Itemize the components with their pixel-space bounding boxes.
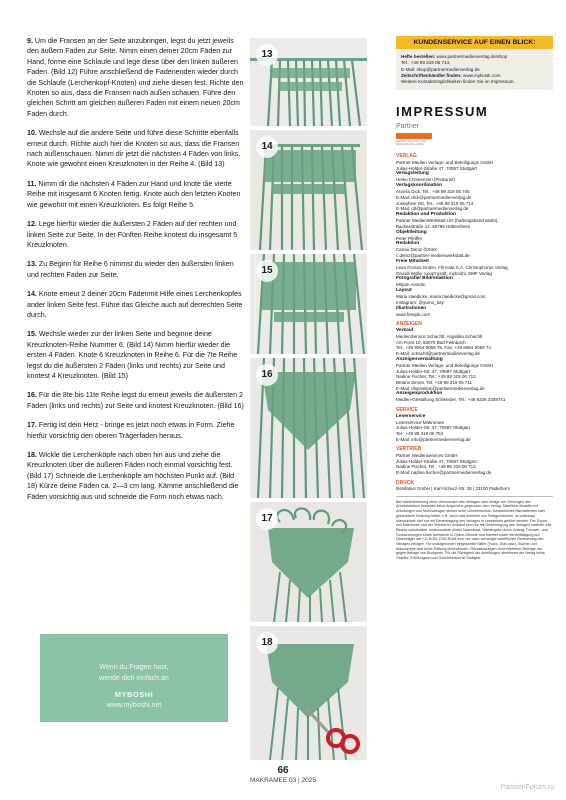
impressum-section-heading: DRUCK — [396, 479, 415, 486]
impressum-line[interactable]: E-Mail: info@partnermedienverlag.de — [396, 436, 471, 442]
impressum-line: Peter Pfeiffer — [396, 235, 423, 241]
impressum-section-heading: VERLAG — [396, 153, 417, 160]
impressum-line: Canau Deniz-Öztürk — [396, 247, 437, 253]
step-14: 14. Knote erneut 2 deiner 20cm Fädenmit Hilfe eines Lerchenkopfes ander linken Seite fest. Führe das Gleiche auch auf derrechten Seite durch. — [27, 290, 243, 319]
impressum-line[interactable]: E-Mail: schachtl@partnermedienverlag.de — [396, 351, 480, 356]
impressum-line: Nadine Fischer, Tel.: +49 89 319 06 713 — [396, 464, 476, 470]
impressum-line: Beatrix Simon, Tel. +49 89 319 06 711 — [396, 379, 473, 385]
impressum-line[interactable]: Instagram: @yumo_bay — [396, 299, 444, 305]
impressum-subheading: Anzeigenverwaltung — [396, 356, 443, 362]
contact-brand: MYBOSHI — [114, 690, 154, 699]
impressum-line: Julius-Hölder-Straße 47, 70597 Stuttgart — [396, 165, 477, 171]
impressum-line: Grundl Wolle, Loop'ncraft, myboshi, EMF Verlag — [396, 270, 492, 276]
impressum-line[interactable]: E-Mail: nadine.fischer@partnermedienverlag.de — [396, 469, 492, 475]
impressum-line: MedienService Schachtl, Angelika Schachtl — [396, 333, 483, 339]
impressum-section-heading: SERVICE — [396, 407, 418, 414]
step-11: 11. Nimm dir die nächsten 4 Fäden zur Hand und knote die vierte Reihe mit insgesamt 6 Knoten fertig. Knote auch den letzten Knoten wie gewohnt mit einen Kreuzknoten. Es folgt Reihe 5. — [27, 179, 241, 209]
impressum-line[interactable]: c.deniz@partner-medienwerkstatt.de — [396, 253, 470, 259]
kundenservice-line: Zeitschriftenhändler finden: www.mykiosk.com — [401, 72, 501, 78]
impressum-subheading: Verkauf — [396, 327, 414, 333]
impressum-line: Josephine Ott, Tel.: +49 89 319 06 714 — [396, 200, 474, 206]
instructions-column — [27, 36, 245, 511]
step-9: 9. Um die Fransen an der Seite anzubringen, legst du jetzt jeweils den äußern Faden zur Seite. Nimm einen deiner 20cm Fäden zur Hand, forme eine Schlaufe und lege diese über den linken äußeren Faden. (Bild 12) Führe anschließend die Fadenenden wieder durch die Schlaufe (Lerchenkopf-Knoten) und ziehe diesen fest. Richte den Knoten so aus, dass die Fransen nach außen schauen. Führe den gleichen Schritt am gleichen äußeren Faden mit einem neuen 20cm Faden durch. — [27, 37, 244, 118]
impressum-line: Partner Medienservices GmbH — [396, 452, 458, 458]
impressum-line[interactable]: E-Mail: ott@partnermedienverlag.de — [396, 206, 469, 212]
impressum-line[interactable]: E-Mail: disposition@partnermedienverlag.de — [396, 385, 485, 391]
impressum-line: Lexa Grosso GmbH, Fili Kata S.A. Christophorus Verlag, — [396, 264, 509, 270]
photo-number-badge: 18 — [256, 632, 278, 654]
photo-17 — [250, 502, 367, 622]
impressum-subheading: Redaktion — [396, 241, 420, 247]
impressum-line: Am Point 10, 83075 Bad Feilnbach — [396, 339, 466, 345]
impressum-line: Julius-Hölder-Straße 47, 70597 Stuttgart — [396, 458, 477, 464]
impressum-line: Backesstraße 12, 65795 Hattersheim — [396, 223, 471, 229]
page-number: 66 — [277, 765, 289, 776]
kundenservice-line: Hefte bestellen: www.partnermedienverlag.de/shop — [401, 54, 508, 59]
logo-subtext: MEDIEN VERLAGS- UND BETEILIGUNGS GMBH — [396, 140, 427, 147]
impressum-line: Mirjam Anselm — [396, 282, 426, 288]
step-12: 12. Lege hierfür wieder die äußersten 2 Fäden auf der rechten und linken Seite zur Seite. In der Fünften Reihe knotest du insgesamt 5 Kreuzknoten. — [27, 220, 238, 249]
impressum-line: Partner Medien Verlags- und Beteiligungs GmbH — [396, 159, 494, 165]
photo-18 — [250, 626, 367, 760]
impressum-line: Leserservice Makromee — [396, 419, 445, 425]
impressum-line[interactable]: E-Mail: dick@partnermedienverlag.de — [396, 194, 472, 200]
impressum-subheading: Redaktion und Produktion — [396, 212, 456, 217]
kundenservice-line: E-Mail: shop@partnermedienverlag.de — [401, 66, 480, 72]
impressum-subheading: Illustrationen — [396, 305, 427, 311]
impressum-subheading: Verlagsleitung — [396, 171, 429, 177]
photo-number-badge: 14 — [256, 136, 278, 158]
photo-number-badge: 16 — [256, 364, 278, 386]
step-18: 18. Wickle die Lerchenköpfe nach oben hin aus und ziehe die Kreuzknoten über die äußeren Fäden noch einmal vorsichtig fest. (Bild 17) Schneide die Lerchenköpfe am höchsten Punkt auf. (Bild 18) Kürze deine Fäden ca. 2—3 cm lang. Kämme anschließend die Fäden vorsichtig aus und schneide die Form noch etwas nach. — [27, 451, 239, 501]
impressum-subheading: Freie Mitarbeit — [396, 258, 429, 264]
impressum-line: Heiko Christensen (Prokurist) — [396, 177, 455, 183]
impressum-column — [396, 36, 553, 561]
step-15: 15. Wechsle wieder zur der linken Seite und beginne deine Kreuzknoten-Reihe Nummer 6. (Bild 14) Nimm hierfür wieder die ersten 4 Fäden. Knote 6 Kreuzknoten in Reihe 6. Für die 7te Reihe legst du die äußersten 2 Fäden (links und rechts) zur Seite und knotest 4 Kreuzknoten. (Bild 15) — [27, 330, 238, 380]
photo-14 — [250, 130, 367, 250]
step-10: 10. Wechsle auf die andere Seite und führe diese Schritte ebenfalls erneut durch. Richte auch hier die Knoten so aus, dass die Fransen nach außenschauen. Nimm dir jetzt die nächsten 4 Fäden von links. Knote wie gewohnt einen Kreuzknoten in der Reihe 4. (Bild 13) — [27, 129, 241, 169]
step-17: 17. Fertig ist dein Herz - bringe es jetzt noch etwas in Form. Ziehe hierfür vorsichtig den oberen Trägerfaden heraus. — [27, 421, 235, 440]
impressum-line: Julius-Hölder-Str. 47, 70597 Stuttgart — [396, 368, 471, 374]
watermark: PassionForum.ru — [500, 784, 554, 791]
photo-number-badge: 15 — [256, 260, 278, 282]
impressum-subheading: Fotografie/ Bildredaktion — [396, 276, 453, 282]
contact-box — [40, 634, 228, 722]
photo-number-badge: 13 — [256, 44, 278, 66]
impressum-section-heading: ANZEIGEN — [396, 321, 422, 328]
impressum-sections — [396, 153, 553, 491]
step-16: 16. Für die 8te bis 11te Reihe legst du erneut jeweils die äußersten 2 Fäden (links und rechts) zur Seite und knotest Kreuzknoten. (Bild 16) — [27, 391, 244, 410]
impressum-line: Medien-Gestaltung Schweizer, Tel.: +49 8226 3359741 — [396, 397, 506, 403]
photo-13 — [250, 38, 367, 126]
impressum-subheading: Objektleitung — [396, 229, 427, 235]
disclaimer: Bei Nichtbelieferung ohne Verschulden des Verlages oder infolge von Störungen des Arbeitsfriedens bestehen keine Ansprüche gegenüber dem Verlag. Sämtliche Modelle mit Anleitungen und Motivvorlagen stehen unter Urheberschutz. Gewerbliches Nacharbeiten oder gewerbliche Nutzung Dritter, z.B. durch das Anbieten von Fertigprodukten, ist untersagt. Manuskripte darf nur mit Genehmigung des Verlages in Lesezirkeln geführt werden. Der Export von Makramee und der Vertrieb im Ausland sind nur mit Genehmigung des Verlages statthaft. Alle Rechte vorbehalten. Insbesondere dürfen Nachdruck, Wiedergabe durch Vortrag, Fernseh- und Funksendungen sowie Aufnahme in Online-Dienste und Internet sowie Vervielfältigung auf Datenträger wie CD-ROM, DVD-ROM usw. nur nach vorheriger schriftlicher Zustimmung des Verlages erfolgen. Für unaufgefordert eingesandte Bilder (Fotos, Dias usw.), Bücher und Manuskripte wird keine Haftung übernommen. Rücksendungen nicht erbetener Beiträge nur gegen Beilage von Rückporto. Für die Richtigkeit der Anleitungen übernimmt der Verlag keine Gewähr. Erfüllungsort und Gerichtsstand ist Stuttgart. — [396, 499, 552, 561]
partner-logo — [396, 123, 432, 147]
impressum-title: IMPRESSUM — [396, 104, 489, 120]
kundenservice-box — [396, 36, 553, 90]
impressum-line: Bonifatius GmbH | Karl-Schurz-Str. 26 | 33100 Paderborn — [396, 486, 511, 492]
impressum-line[interactable]: www.freepik.com — [396, 311, 431, 317]
impressum-subheading: Layout — [396, 288, 412, 294]
impressum-line[interactable]: Maria Haedicke, maria.haedicke@gmail.com, — [396, 294, 487, 300]
impressum-line: Partner Medien Verlags- und Beteiligungs GmbH — [396, 362, 494, 368]
step-13: 13. Zu Beginn für Reihe 6 nimmst du wieder den äußersten linken und rechten Faden zur Seite. — [27, 260, 234, 279]
contact-url[interactable]: www.myboshi.net — [106, 702, 162, 709]
photo-16 — [250, 358, 367, 498]
impressum-subheading: Anzeigenproduktion — [396, 391, 443, 397]
impressum-line: Tel.: +49 89 319 06 754 — [396, 431, 444, 437]
photo-15 — [250, 254, 367, 354]
divider — [396, 496, 553, 497]
impressum-line: Aurelia Dick, Tel.: +49 89 319 06 706 — [396, 189, 470, 195]
contact-line-1: Wenn du Fragen hast, — [99, 664, 169, 671]
impressum-subheading: Verlagskoordination — [396, 183, 443, 189]
impressum-line: Julius-Hölder-Str. 47, 70597 Stuttgart — [396, 425, 471, 431]
logo-text: Partner — [396, 123, 419, 131]
kundenservice-title: KUNDENSERVICE AUF EINEN BLICK: — [396, 36, 553, 49]
impressum-subheading: Leserservice — [396, 413, 426, 419]
photo-number-badge: 17 — [256, 508, 278, 530]
impressum-line: Partner MedienWerkstatt UG (haftungsbeschränkt), — [396, 218, 499, 224]
kundenservice-line: Tel.: +49 89 319 06 714, — [401, 60, 451, 66]
magazine-issue: MAKRAMEE 03 | 2025 — [250, 777, 316, 784]
kundenservice-line: Weitere Kontaktmöglichkeiten finden Sie im Impressum. — [401, 79, 515, 85]
logo-bar — [396, 133, 432, 139]
impressum-line: Tel.: +49 8064 9059 75, Fax: +49 8064 9059 74 — [396, 345, 491, 351]
contact-line-2: wende dich einfach an — [99, 675, 169, 682]
impressum-line: Nadine Fischer, Tel.: +49 89 319 06 713 — [396, 374, 476, 380]
impressum-section-heading: VERTRIEB — [396, 446, 422, 453]
